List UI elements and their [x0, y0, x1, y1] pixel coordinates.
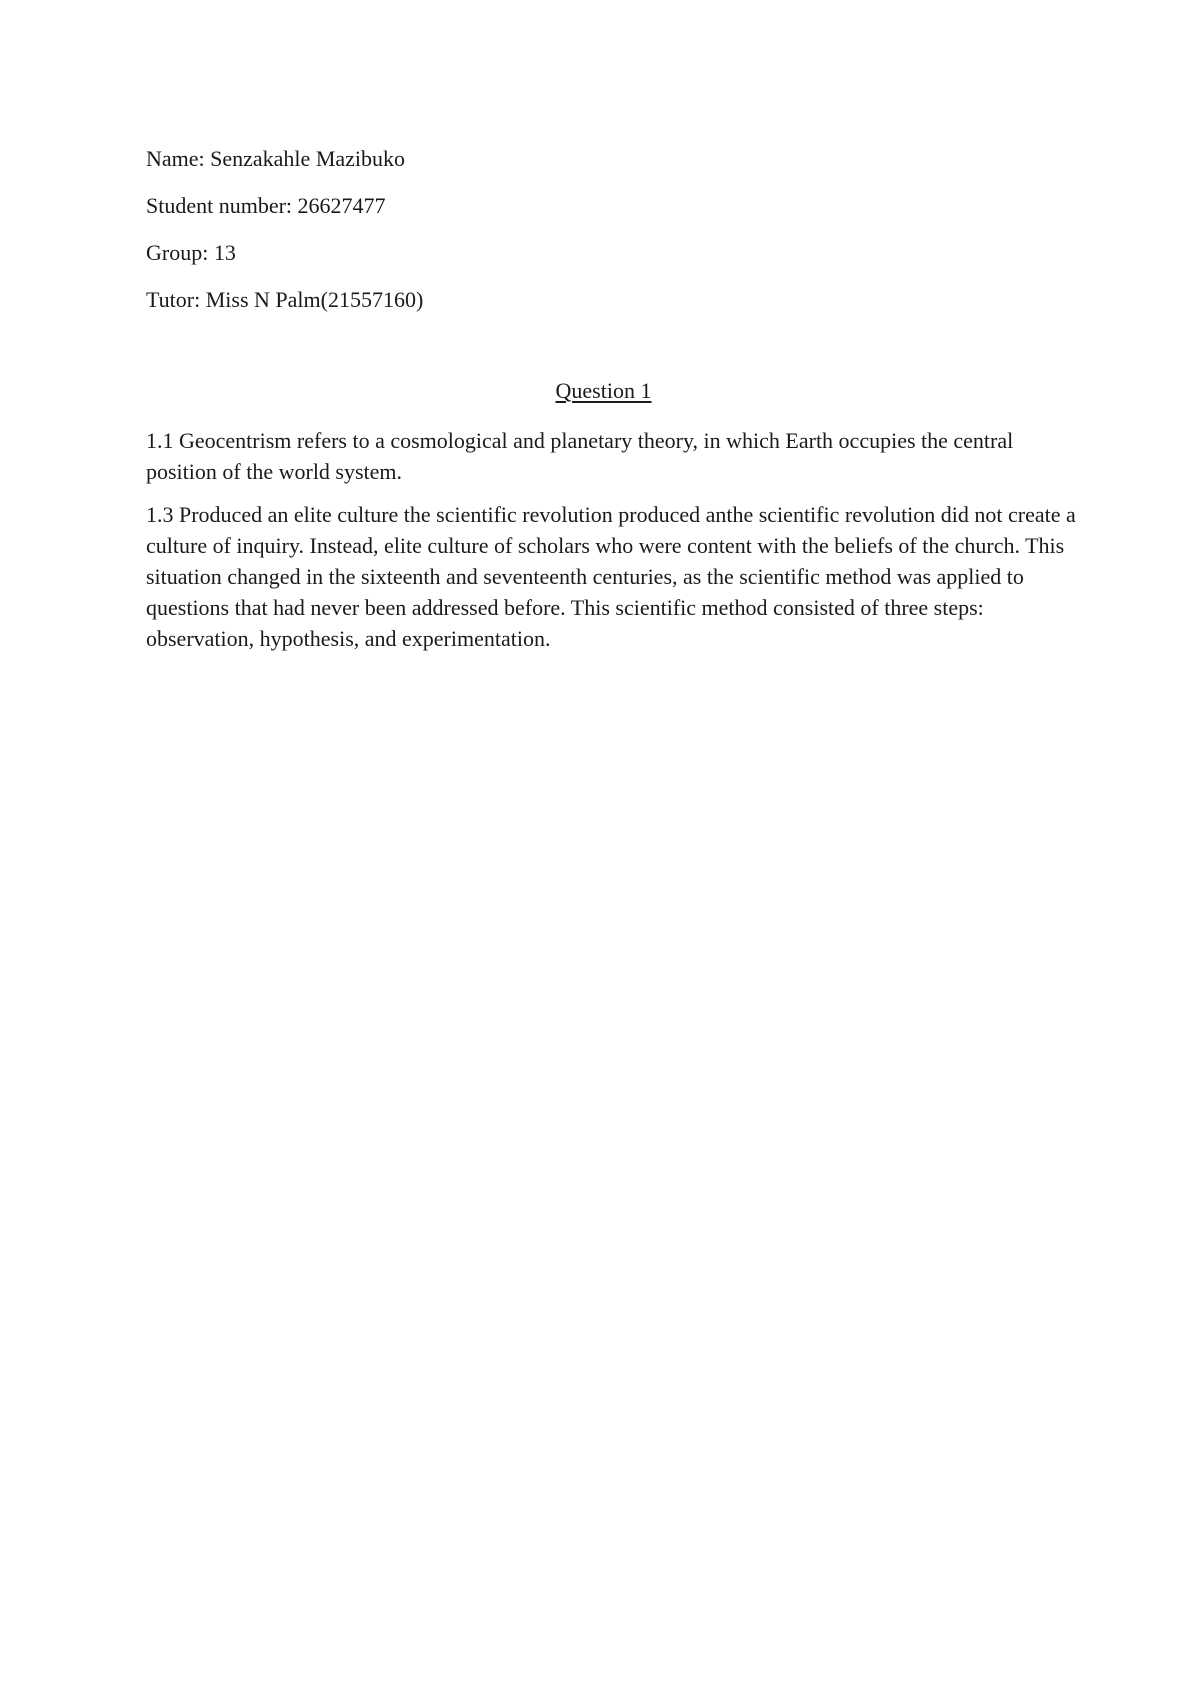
student-number: Student number: 26627477 [146, 193, 386, 218]
student-details [146, 146, 1046, 334]
answer-1-3: 1.3 Produced an elite culture the scientific revolution produced anthe scientific revolution did not create a culture of inquiry. Instead, elite culture of scholars who were content with the beliefs of the church. This situation changed in the sixteenth and seventeenth centuries, as the scientific method was applied to questions that had never been addressed before. This scientific method consisted of three steps: observation, hypothesis, and experimentation. [146, 502, 1076, 651]
answers-block [146, 425, 1076, 666]
answer-1-1: 1.1 Geocentrism refers to a cosmological and planetary theory, in which Earth occupies the central position of the world system. [146, 428, 1014, 484]
student-tutor: Tutor: Miss N Palm(21557160) [146, 287, 424, 312]
question-title: Question 1 [555, 378, 652, 403]
student-name: Name: Senzakahle Mazibuko [146, 146, 406, 171]
student-group: Group: 13 [146, 240, 236, 265]
